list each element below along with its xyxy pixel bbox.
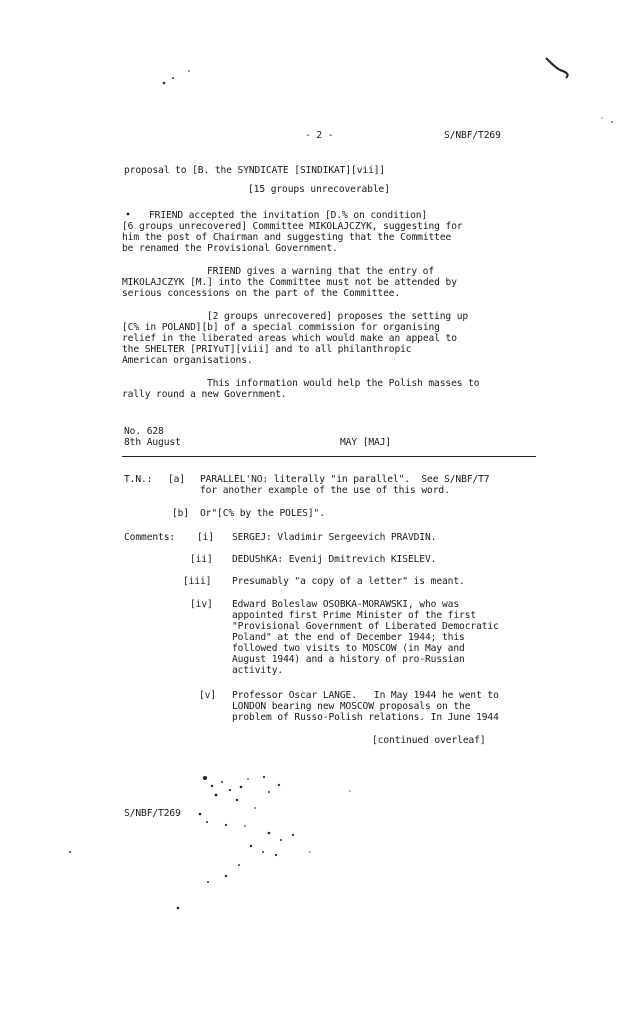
message-number: No. 628 <box>124 426 164 437</box>
document-reference: S/NBF/T269 <box>444 130 501 141</box>
note-a-tag: [a] <box>168 474 186 485</box>
note-a-line: PARALLEL'NO: literally "in parallel". See S/NBF/T7 <box>200 474 490 485</box>
comment-line: "Provisional Government of Liberated Democratic <box>232 621 499 632</box>
comments-label: Comments: <box>124 532 176 543</box>
paragraph-line: [C% in POLAND][b] of a special commission for organising <box>122 322 440 333</box>
divider-line <box>122 456 536 457</box>
comment-line: activity. <box>232 665 284 676</box>
signature: MAY [MAJ] <box>340 437 392 448</box>
note-b-tag: [b] <box>172 508 190 519</box>
paragraph-line: MIKOLAJCZYK [M.] into the Committee must not be attended by <box>122 277 457 288</box>
comment-iii-text: Presumably "a copy of a letter" is meant. <box>232 576 465 587</box>
paragraph-line: FRIEND gives a warning that the entry of <box>207 266 435 277</box>
paragraph-line: serious concessions on the part of the Committee. <box>122 288 401 299</box>
paragraph-line: him the post of Chairman and suggesting that the Committee <box>122 232 452 243</box>
comment-line: Edward Boleslaw OSOBKA-MORAWSKI, who was <box>232 599 460 610</box>
comment-line: problem of Russo-Polish relations. In June 1944 <box>232 712 499 723</box>
tn-label: T.N.: <box>124 474 153 485</box>
continued-overleaf: [continued overleaf] <box>372 735 486 746</box>
message-date: 8th August <box>124 437 181 448</box>
note-a-line: for another example of the use of this word. <box>200 485 450 496</box>
paragraph-line: FRIEND accepted the invitation [D.% on condition] <box>149 210 428 221</box>
body-line-unrecoverable: [15 groups unrecoverable] <box>248 184 390 195</box>
paragraph-line: [6 groups unrecovered] Committee MIKOLAJCZYK, suggesting for <box>122 221 463 232</box>
comment-ii-text: DEDUShKA: Evenij Dmitrevich KISELEV. <box>232 554 437 565</box>
comment-i-text: SERGEJ: Vladimir Sergeevich PRAVDIN. <box>232 532 437 543</box>
comment-line: August 1944) and a history of pro-Russian <box>232 654 465 665</box>
note-b-text: Or"[C% by the POLES]". <box>200 508 325 519</box>
comment-v-tag: [v] <box>199 690 217 701</box>
footer-reference: S/NBF/T269 <box>124 808 181 819</box>
paragraph-line: This information would help the Polish masses to <box>207 378 480 389</box>
comment-line: appointed first Prime Minister of the first <box>232 610 477 621</box>
paragraph-line: be renamed the Provisional Government. <box>122 243 338 254</box>
comment-line: followed two visits to MOSCOW (in May and <box>232 643 465 654</box>
comment-iv-tag: [iv] <box>190 599 213 610</box>
comment-i-tag: [i] <box>197 532 215 543</box>
comment-line: Poland" at the end of December 1944; this <box>232 632 465 643</box>
paragraph-line: American organisations. <box>122 355 253 366</box>
page-number: - 2 - <box>305 130 334 141</box>
paragraph-line: [2 groups unrecovered] proposes the setting up <box>207 311 469 322</box>
comment-iii-tag: [iii] <box>183 576 212 587</box>
comment-line: Professor Oscar LANGE. In May 1944 he went to <box>232 690 499 701</box>
comment-ii-tag: [ii] <box>190 554 213 565</box>
body-line-proposal: proposal to [B. the SYNDICATE [SINDIKAT][vii]] <box>124 165 386 176</box>
paragraph-line: rally round a new Government. <box>122 389 287 400</box>
paragraph-line: relief in the liberated areas which would make an appeal to <box>122 333 457 344</box>
comment-line: LONDON bearing new MOSCOW proposals on the <box>232 701 471 712</box>
paragraph-line: the SHELTER [PRIYuT][viii] and to all philanthropic <box>122 344 412 355</box>
